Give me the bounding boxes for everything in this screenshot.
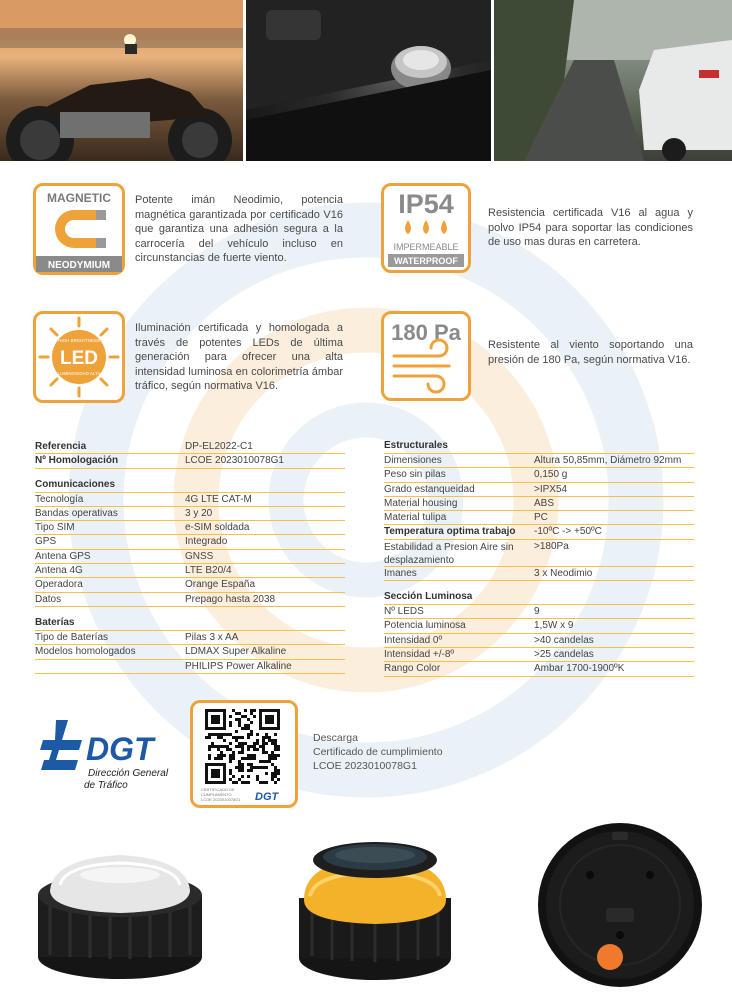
neodymium-word: NEODYMIUM — [47, 260, 111, 271]
spec-row — [384, 567, 694, 581]
qr-code[interactable] — [205, 709, 280, 784]
spec-row — [35, 593, 345, 607]
spec-row — [384, 662, 694, 676]
ip54-description: Resistencia certificada V16 al agua y polvo IP54 para soportar las condiciones de uso mas duras en carretera. — [488, 207, 693, 248]
spec-key: Intensidad +/-8º — [384, 648, 455, 660]
spec-value: Ambar 1700-1900ºK — [534, 663, 625, 675]
qr-caption-1: CERTIFICADO DE — [201, 787, 235, 792]
spec-row — [35, 493, 345, 507]
waterproof-word: WATERPROOF — [394, 256, 458, 266]
dgt-logo — [38, 718, 178, 795]
dgt-line2: de Tráfico — [84, 780, 128, 790]
ip54-word: IP54 — [398, 189, 454, 219]
spec-value: -10ºC -> +50ºC — [534, 526, 602, 538]
spec-row — [35, 660, 345, 674]
spec-key: Bandas operativas — [35, 507, 118, 519]
spec-value: GNSS — [185, 550, 214, 562]
spec-row — [35, 535, 345, 549]
spec-key: Intensidad 0º — [384, 634, 443, 646]
led-word: LED — [60, 348, 98, 369]
high-brightness-word: HIGH BRIGHTNESS — [58, 338, 100, 343]
spec-value: 4G LTE CAT-M — [185, 493, 252, 505]
spec-value: LCOE 2023010078G1 — [185, 455, 284, 467]
spec-value: 1,5W x 9 — [534, 620, 574, 632]
spec-key: Nº Homologación — [35, 455, 119, 467]
spec-value: Pilas 3 x AA — [185, 631, 239, 643]
dashboard-photo — [246, 0, 491, 161]
spec-key: GPS — [35, 536, 57, 548]
spec-key: Datos — [35, 593, 62, 605]
spec-key: Dimensiones — [384, 455, 442, 466]
spec-row — [35, 631, 345, 645]
spec-value: 0,150 g — [534, 469, 568, 481]
spec-key: Antena GPS — [35, 550, 91, 562]
beacon-amber-product-image — [290, 830, 460, 985]
download-line3: LCOE 2023010078G1 — [313, 760, 417, 772]
spec-row — [384, 605, 694, 619]
certificate-qr-card[interactable] — [190, 700, 298, 808]
spec-value: ABS — [534, 497, 555, 509]
spec-value: DP-EL2022-C1 — [185, 441, 253, 452]
right-spec-table — [384, 440, 694, 677]
download-text — [313, 731, 443, 773]
spec-value: >IPX54 — [534, 483, 568, 495]
luminosidad-alta-word: LUMINOSIDAD ALTA — [57, 371, 101, 376]
spec-row — [35, 521, 345, 535]
spec-key: Tipo de Baterías — [35, 631, 109, 643]
estructurales-heading: Estructurales — [384, 440, 694, 454]
wind-180pa-icon — [381, 311, 471, 401]
spec-key: Operadora — [35, 579, 83, 591]
spec-value: >180Pa — [534, 540, 569, 552]
spec-key: Potencia luminosa — [384, 620, 466, 632]
spec-key: Peso sin pilas — [384, 469, 446, 481]
spec-row — [384, 468, 694, 482]
spec-row — [384, 648, 694, 662]
ip54-waterproof-icon — [381, 183, 471, 273]
spec-row — [384, 540, 694, 567]
spec-value: LDMAX Super Alkaline — [185, 646, 287, 658]
baterias-heading: Baterías — [35, 617, 345, 631]
spec-value: e-SIM soldada — [185, 522, 250, 534]
led-description: Iluminación certificada y homologada a través de potentes LEDs de última generación para ofrecer una alta intensidad luminosa en colorimetría ámbar tráfico, según normativa V16. — [135, 322, 343, 392]
spec-key: Temperatura optima trabajo — [384, 526, 516, 538]
spec-row — [35, 564, 345, 578]
spec-row — [35, 578, 345, 592]
beacon-clear-product-image — [20, 845, 220, 985]
spec-value: LTE B20/4 — [185, 565, 232, 577]
motorcycle-photo — [0, 0, 243, 161]
impermeable-word: IMPERMEABLE — [393, 242, 459, 252]
dgt-wordmark: DGT — [86, 731, 154, 767]
spec-row-homologacion — [35, 454, 345, 468]
spec-value: Prepago hasta 2038 — [185, 593, 276, 605]
spec-key: Rango Color — [384, 663, 441, 675]
spec-key: Material housing — [384, 497, 458, 509]
spec-value: Altura 50,85mm, Diámetro 92mm — [534, 455, 682, 466]
spec-row — [384, 483, 694, 497]
pressure-value-word: 180 Pa — [391, 320, 461, 345]
spec-row — [384, 634, 694, 648]
spec-row — [384, 511, 694, 525]
spec-row — [384, 525, 694, 539]
qr-caption-3: LCOE 2023010078G1 — [201, 797, 241, 802]
magnetic-description: Potente imán Neodimio, potencia magnética garantizada por certificado V16 que garantiza una adhesión segura a la carrocería del vehículo incluso en circunstancias de fuerte viento. — [135, 194, 343, 264]
spec-value: 3 x Neodimio — [534, 567, 593, 579]
spec-key: Imanes — [384, 567, 417, 579]
spec-row — [384, 497, 694, 511]
spec-key: Referencia — [35, 441, 87, 452]
spec-key: Material tulipa — [384, 512, 447, 524]
spec-value: PHILIPS Power Alkaline — [185, 660, 292, 672]
spec-key: Antena 4G — [35, 565, 83, 577]
wind-description: Resistente al viento soportando una presión de 180 Pa, según normativa V16. — [488, 339, 693, 366]
spec-value: 9 — [534, 606, 540, 618]
spec-key: Tecnología — [35, 493, 84, 505]
spec-row — [35, 550, 345, 564]
spec-value: 3 y 20 — [185, 507, 213, 519]
spec-value: >25 candelas — [534, 648, 594, 660]
spec-value: Integrado — [185, 536, 228, 548]
qr-dgt-mini-logo: DGT — [255, 791, 279, 803]
magnetic-word: MAGNETIC — [47, 191, 111, 205]
spec-value: PC — [534, 512, 548, 524]
spec-row-referencia — [35, 440, 345, 454]
qr-caption-2: CUMPLIMIENTO — [201, 792, 232, 797]
spec-value: >40 candelas — [534, 634, 594, 646]
seccion-luminosa-heading: Sección Luminosa — [384, 591, 694, 605]
spec-row — [384, 619, 694, 633]
beacon-bottom-product-image — [530, 820, 710, 990]
dgt-line1: Dirección General — [88, 768, 169, 779]
magnetic-neodymium-icon — [33, 183, 125, 275]
foggy-road-car-photo — [494, 0, 732, 161]
high-brightness-led-icon — [33, 311, 125, 403]
spec-key: Nº LEDS — [384, 606, 424, 618]
spec-key: Grado estanqueidad — [384, 483, 475, 495]
spec-key: Estabilidad a Presion Aire sin desplazamiento — [384, 541, 514, 566]
left-spec-table — [35, 440, 345, 674]
download-line1[interactable]: Descarga — [313, 732, 358, 744]
spec-value: Orange España — [185, 579, 256, 591]
spec-row — [35, 645, 345, 659]
spec-row — [35, 507, 345, 521]
download-line2[interactable]: Certificado de cumplimiento — [313, 746, 443, 758]
spec-key: Tipo SIM — [35, 522, 75, 534]
spec-key: Modelos homologados — [35, 646, 136, 658]
comunicaciones-heading: Comunicaciones — [35, 479, 345, 493]
spec-row — [384, 454, 694, 468]
